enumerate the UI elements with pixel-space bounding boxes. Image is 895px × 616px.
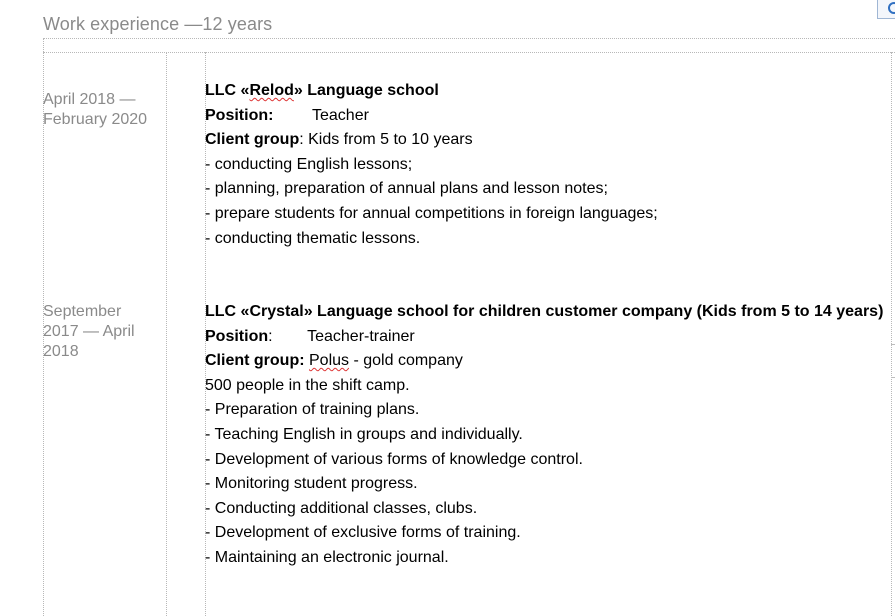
duty-item: - Maintaining an electronic journal. xyxy=(205,548,449,566)
table-column-divider xyxy=(166,52,167,616)
duty-item: - Teaching English in groups and individually. xyxy=(205,425,523,443)
table-right-border xyxy=(891,52,892,616)
company-name: LLC «Crystal» Language school for children customer company (Kids from 5 to 14 years) xyxy=(205,303,884,320)
job-entry xyxy=(205,79,658,251)
section-title: Work experience —12 years xyxy=(43,14,273,34)
client-group-line: Client group: Kids from 5 to 10 years xyxy=(205,131,473,149)
job-entry xyxy=(205,300,883,571)
margin-marker xyxy=(891,344,895,345)
position-label: Position: xyxy=(205,106,274,124)
table-top-border xyxy=(43,38,895,39)
client-name: Polus xyxy=(309,352,350,370)
duty-item: - planning, preparation of annual plans and lesson notes; xyxy=(205,180,608,198)
duty-item: - Monitoring student progress. xyxy=(205,475,418,493)
job-date: September 2017 — April 2018 xyxy=(43,303,135,360)
job-date: April 2018 — February 2020 xyxy=(43,91,148,128)
search-circle-icon[interactable] xyxy=(877,0,895,19)
client-group-line: Client group: Polus - gold company xyxy=(205,352,463,370)
duty-item: - Preparation of training plans. xyxy=(205,401,420,419)
duty-item: - Conducting additional classes, clubs. xyxy=(205,499,478,517)
position-label: Position xyxy=(205,327,269,345)
position-line xyxy=(205,104,658,129)
margin-marker xyxy=(891,377,895,378)
duty-item: - conducting English lessons; xyxy=(205,155,413,173)
client-detail: 500 people in the shift camp. xyxy=(205,376,410,394)
client-group-label: Client group: xyxy=(205,352,305,370)
company-name: LLC «Relod» Language school xyxy=(205,82,439,99)
duty-item: - Development of various forms of knowledge control. xyxy=(205,450,583,468)
table-header-border xyxy=(43,52,895,53)
position-value: Teacher-trainer xyxy=(307,327,415,345)
position-value: Teacher xyxy=(312,106,369,124)
client-group-label: Client group xyxy=(205,131,300,149)
position-line: Position: Teacher-trainer xyxy=(205,325,883,350)
duty-item: - conducting thematic lessons. xyxy=(205,229,421,247)
duty-item: - Development of exclusive forms of training. xyxy=(205,524,521,542)
client-group-value: Kids from 5 to 10 years xyxy=(308,131,473,149)
duty-item: - prepare students for annual competitions in foreign languages; xyxy=(205,204,658,222)
company-brand: Relod xyxy=(249,82,294,99)
